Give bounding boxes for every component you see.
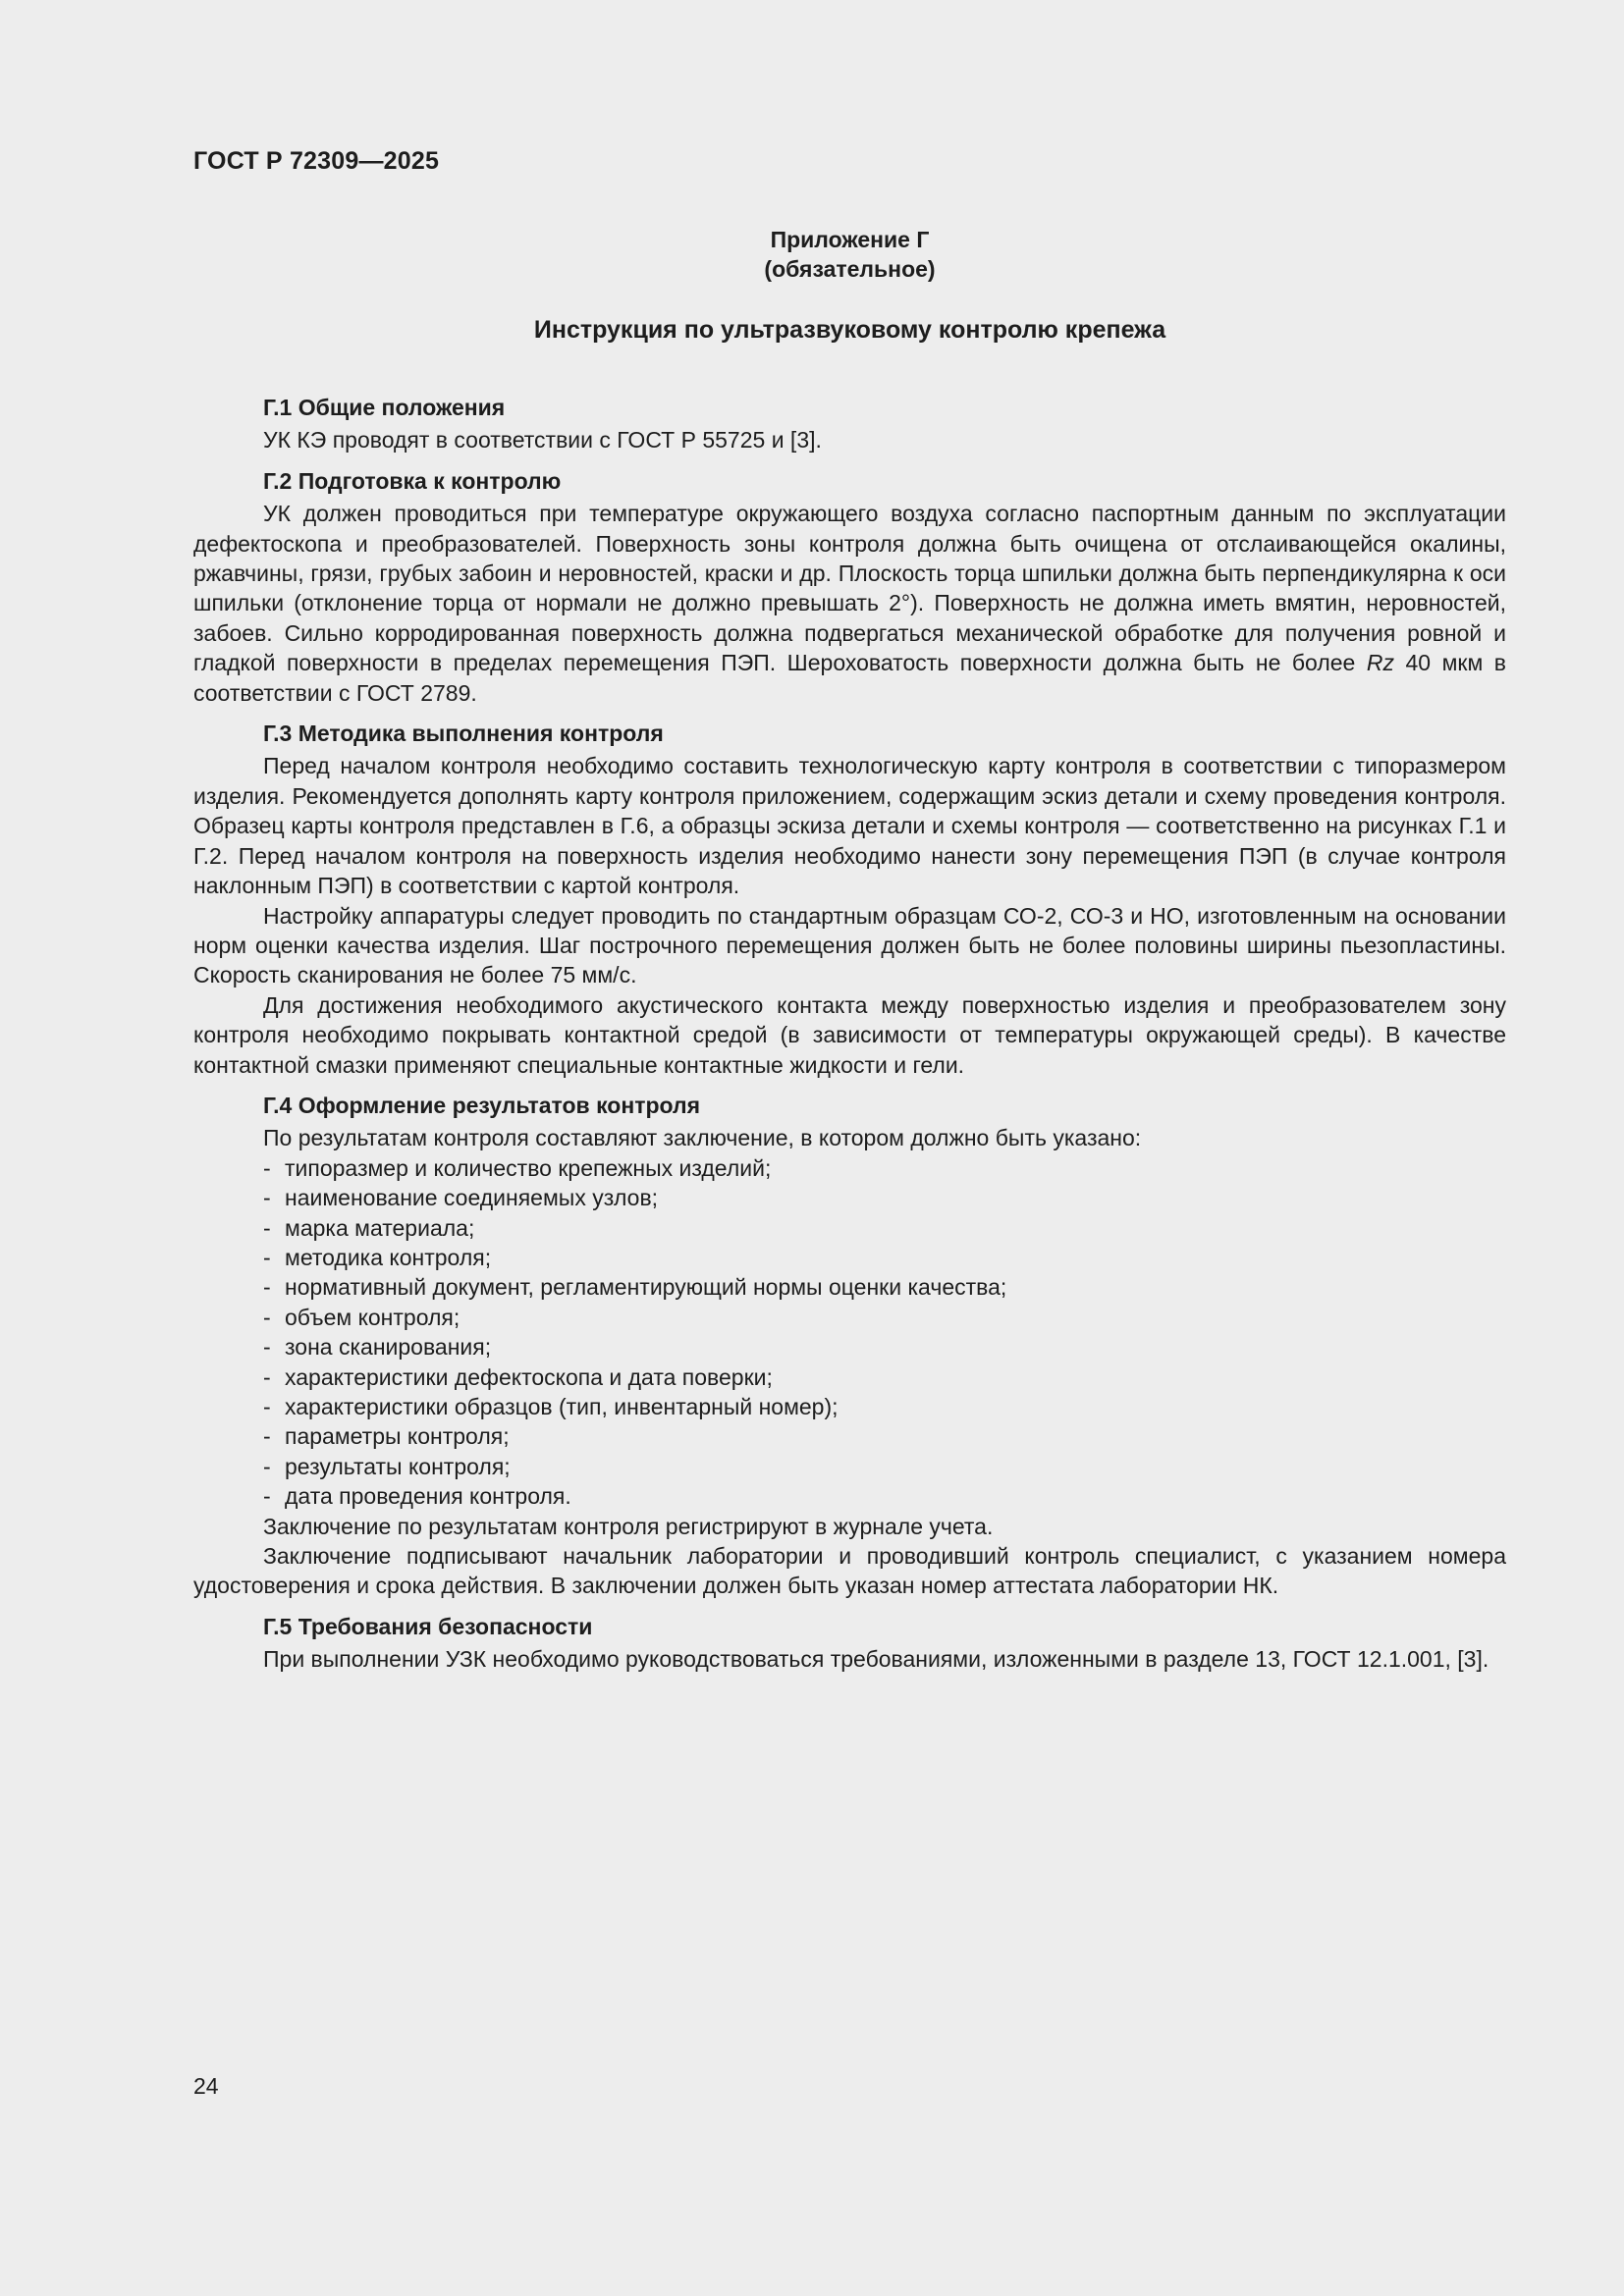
paragraph: Для достижения необходимого акустического контакта между поверхностью изделия и преобразователем зону контроля необходимо покрывать контактной средой (в зависимости от температуры окружающей среды). В качестве контактной смазки применяют специальные контактные жидкости и гели. xyxy=(193,991,1506,1078)
appendix-heading xyxy=(193,225,1506,284)
paragraph: Перед началом контроля необходимо составить технологическую карту контроля в соответствии с типоразмером изделия. Рекомендуется дополнять карту контроля приложением, содержащим эскиз детали и схему проведения контроля. Образец карты контроля представлен в Г.6, а образцы эскиза детали и схемы контроля — соответственно на рисунках Г.1 и Г.2. Перед началом контроля на поверхность изделия необходимо нанести зону перемещения ПЭП (в случае контроля наклонным ПЭП) в соответствии с картой контроля. xyxy=(193,753,1506,899)
appendix-label: Приложение Г xyxy=(770,227,930,252)
list-item: - параметры контроля; xyxy=(263,1421,1506,1451)
section-heading-g1: Г.1 Общие положения xyxy=(263,395,506,420)
paragraph: Настройку аппаратуры следует проводить по стандартным образцам СО-2, СО-3 и НО, изготовленным на основании норм оценки качества изделия. Шаг построчного перемещения должен быть не более половины ширины пьезопластины. Скорость сканирования не более 75 мм/с. xyxy=(193,902,1506,988)
paragraph: Заключение по результатам контроля регистрируют в журнале учета. xyxy=(263,1513,994,1539)
list-item: - результаты контроля; xyxy=(263,1452,1506,1481)
roughness-symbol: Rz xyxy=(1366,650,1394,676)
list-item: - объем контроля; xyxy=(263,1303,1506,1332)
appendix-status: (обязательное) xyxy=(764,256,936,282)
section-heading-g5: Г.5 Требования безопасности xyxy=(263,1613,593,1639)
appendix-title: Инструкция по ультразвуковому контролю крепежа xyxy=(533,316,1166,344)
section-heading-g2: Г.2 Подготовка к контролю xyxy=(263,467,562,494)
list-item: - нормативный документ, регламентирующий нормы оценки качества; xyxy=(263,1272,1506,1302)
paragraph: По результатам контроля составляют заключение, в котором должно быть указано: xyxy=(263,1125,1142,1151)
list-item: - наименование соединяемых узлов; xyxy=(263,1183,1506,1212)
section-heading-g4: Г.4 Оформление результатов контроля xyxy=(263,1092,701,1118)
page-number: 24 xyxy=(193,2073,219,2099)
list-item: - дата проведения контроля. xyxy=(263,1481,1506,1511)
document-body xyxy=(193,393,1506,1675)
paragraph-text: УК должен проводиться при температуре окружающего воздуха согласно паспортным данным по эксплуатации дефектоскопа и преобразователей. Поверхность зоны контроля должна быть очищена от отслаивающейся окалины, ржавчины, грязи, грубых забоин и неровностей, краски и др. Плоскость торца шпильки должна быть перпендикулярна к оси шпильки (отклонение торца от нормали не должно превышать 2°). Поверхность не должна иметь вмятин, неровностей, забоев. Сильно корродированная поверхность должна подвергаться механической обработке для получения ровной и гладкой поверхности в пределах перемещения ПЭП. Шероховатость поверхности должна быть не более xyxy=(193,501,1506,676)
list-item: - характеристики дефектоскопа и дата поверки; xyxy=(263,1362,1506,1392)
requirements-list xyxy=(193,1153,1506,1512)
list-item: - марка материала; xyxy=(263,1213,1506,1243)
list-item: - характеристики образцов (тип, инвентарный номер); xyxy=(263,1392,1506,1421)
paragraph: УК КЭ проводят в соответствии с ГОСТ Р 55725 и [3]. xyxy=(263,427,822,454)
paragraph xyxy=(193,499,1506,708)
list-item: - типоразмер и количество крепежных изделий; xyxy=(263,1153,1506,1183)
section-heading-g3: Г.3 Методика выполнения контроля xyxy=(263,721,664,747)
document-code: ГОСТ Р 72309—2025 xyxy=(193,147,440,175)
list-item: - зона сканирования; xyxy=(263,1332,1506,1362)
list-item: - методика контроля; xyxy=(263,1243,1506,1272)
paragraph-text: 40 мкм в соответствии с ГОСТ 2789. xyxy=(193,650,1506,706)
paragraph: Заключение подписывают начальник лаборатории и проводивший контроль специалист, с указанием номера удостоверения и срока действия. В заключении должен быть указан номер аттестата лаборатории НК. xyxy=(193,1543,1506,1599)
paragraph: При выполнении УЗК необходимо руководствоваться требованиями, изложенными в разделе 13, ГОСТ 12.1.001, [3]. xyxy=(263,1646,1489,1673)
